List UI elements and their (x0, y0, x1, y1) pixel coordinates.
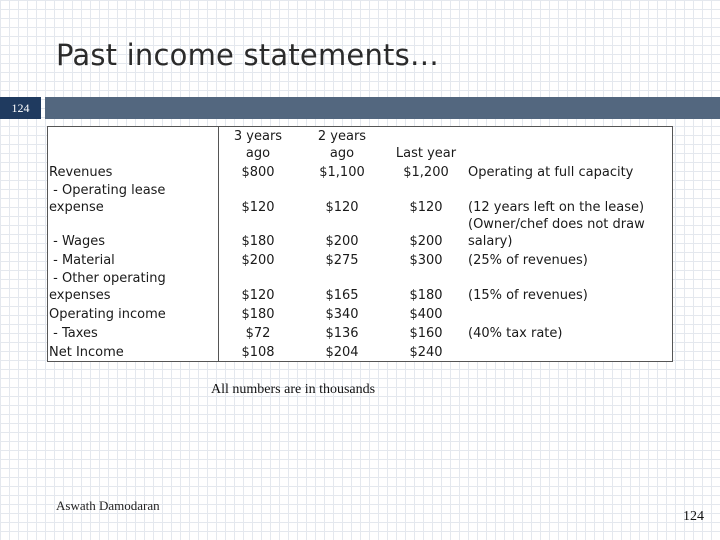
col-header-last-year: Last year (395, 146, 457, 161)
op-income-3-years: $180 (241, 307, 275, 322)
note-material: (25% of revenues) (468, 253, 588, 268)
col-header-2-years-line2: ago (329, 146, 355, 161)
lease-last-year: $120 (409, 200, 443, 215)
note-wages-line2: salary) (468, 234, 513, 249)
wages-last-year: $200 (409, 234, 443, 249)
op-income-2-years: $340 (325, 307, 359, 322)
slide-number-box: 124 (0, 97, 41, 119)
label-operating-lease: - Operating lease (49, 183, 166, 198)
wages-3-years: $180 (241, 234, 275, 249)
slide-title: Past income statements… (56, 38, 440, 72)
note-other: (15% of revenues) (468, 288, 588, 303)
wages-2-years: $200 (325, 234, 359, 249)
label-operating-income: Operating income (49, 307, 166, 322)
material-last-year: $300 (409, 253, 443, 268)
taxes-2-years: $136 (325, 326, 359, 341)
other-2-years: $165 (325, 288, 359, 303)
other-last-year: $180 (409, 288, 443, 303)
other-3-years: $120 (241, 288, 275, 303)
net-income-last-year: $240 (409, 345, 443, 360)
note-taxes: (40% tax rate) (468, 326, 563, 341)
page-number: 124 (683, 509, 704, 524)
label-net-income: Net Income (49, 345, 124, 360)
revenue-last-year: $1,200 (403, 165, 449, 180)
label-revenues: Revenues (49, 165, 113, 180)
author-name: Aswath Damodaran (56, 498, 160, 513)
taxes-last-year: $160 (409, 326, 443, 341)
taxes-3-years: $72 (245, 326, 271, 341)
lease-2-years: $120 (325, 200, 359, 215)
label-other-operating: - Other operating (49, 271, 166, 286)
label-expense: expense (49, 200, 104, 215)
revenue-3-years: $800 (241, 165, 275, 180)
income-statement-table (47, 126, 673, 362)
op-income-last-year: $400 (409, 307, 443, 322)
table-divider (218, 127, 219, 361)
label-expenses: expenses (49, 288, 111, 303)
lease-3-years: $120 (241, 200, 275, 215)
label-wages: - Wages (49, 234, 105, 249)
note-wages-line1: (Owner/chef does not draw (468, 217, 645, 232)
footnote: All numbers are in thousands (211, 382, 376, 397)
material-2-years: $275 (325, 253, 359, 268)
note-lease: (12 years left on the lease) (468, 200, 645, 215)
note-full-capacity: Operating at full capacity (468, 165, 634, 180)
label-taxes: - Taxes (49, 326, 98, 341)
label-material: - Material (49, 253, 115, 268)
revenue-2-years: $1,100 (319, 165, 365, 180)
col-header-2-years-line1: 2 years (317, 129, 367, 144)
net-income-3-years: $108 (241, 345, 275, 360)
col-header-3-years-line1: 3 years (233, 129, 283, 144)
material-3-years: $200 (241, 253, 275, 268)
col-header-3-years-line2: ago (245, 146, 271, 161)
header-bar (0, 97, 720, 119)
net-income-2-years: $204 (325, 345, 359, 360)
header-bar-fill (45, 97, 720, 119)
